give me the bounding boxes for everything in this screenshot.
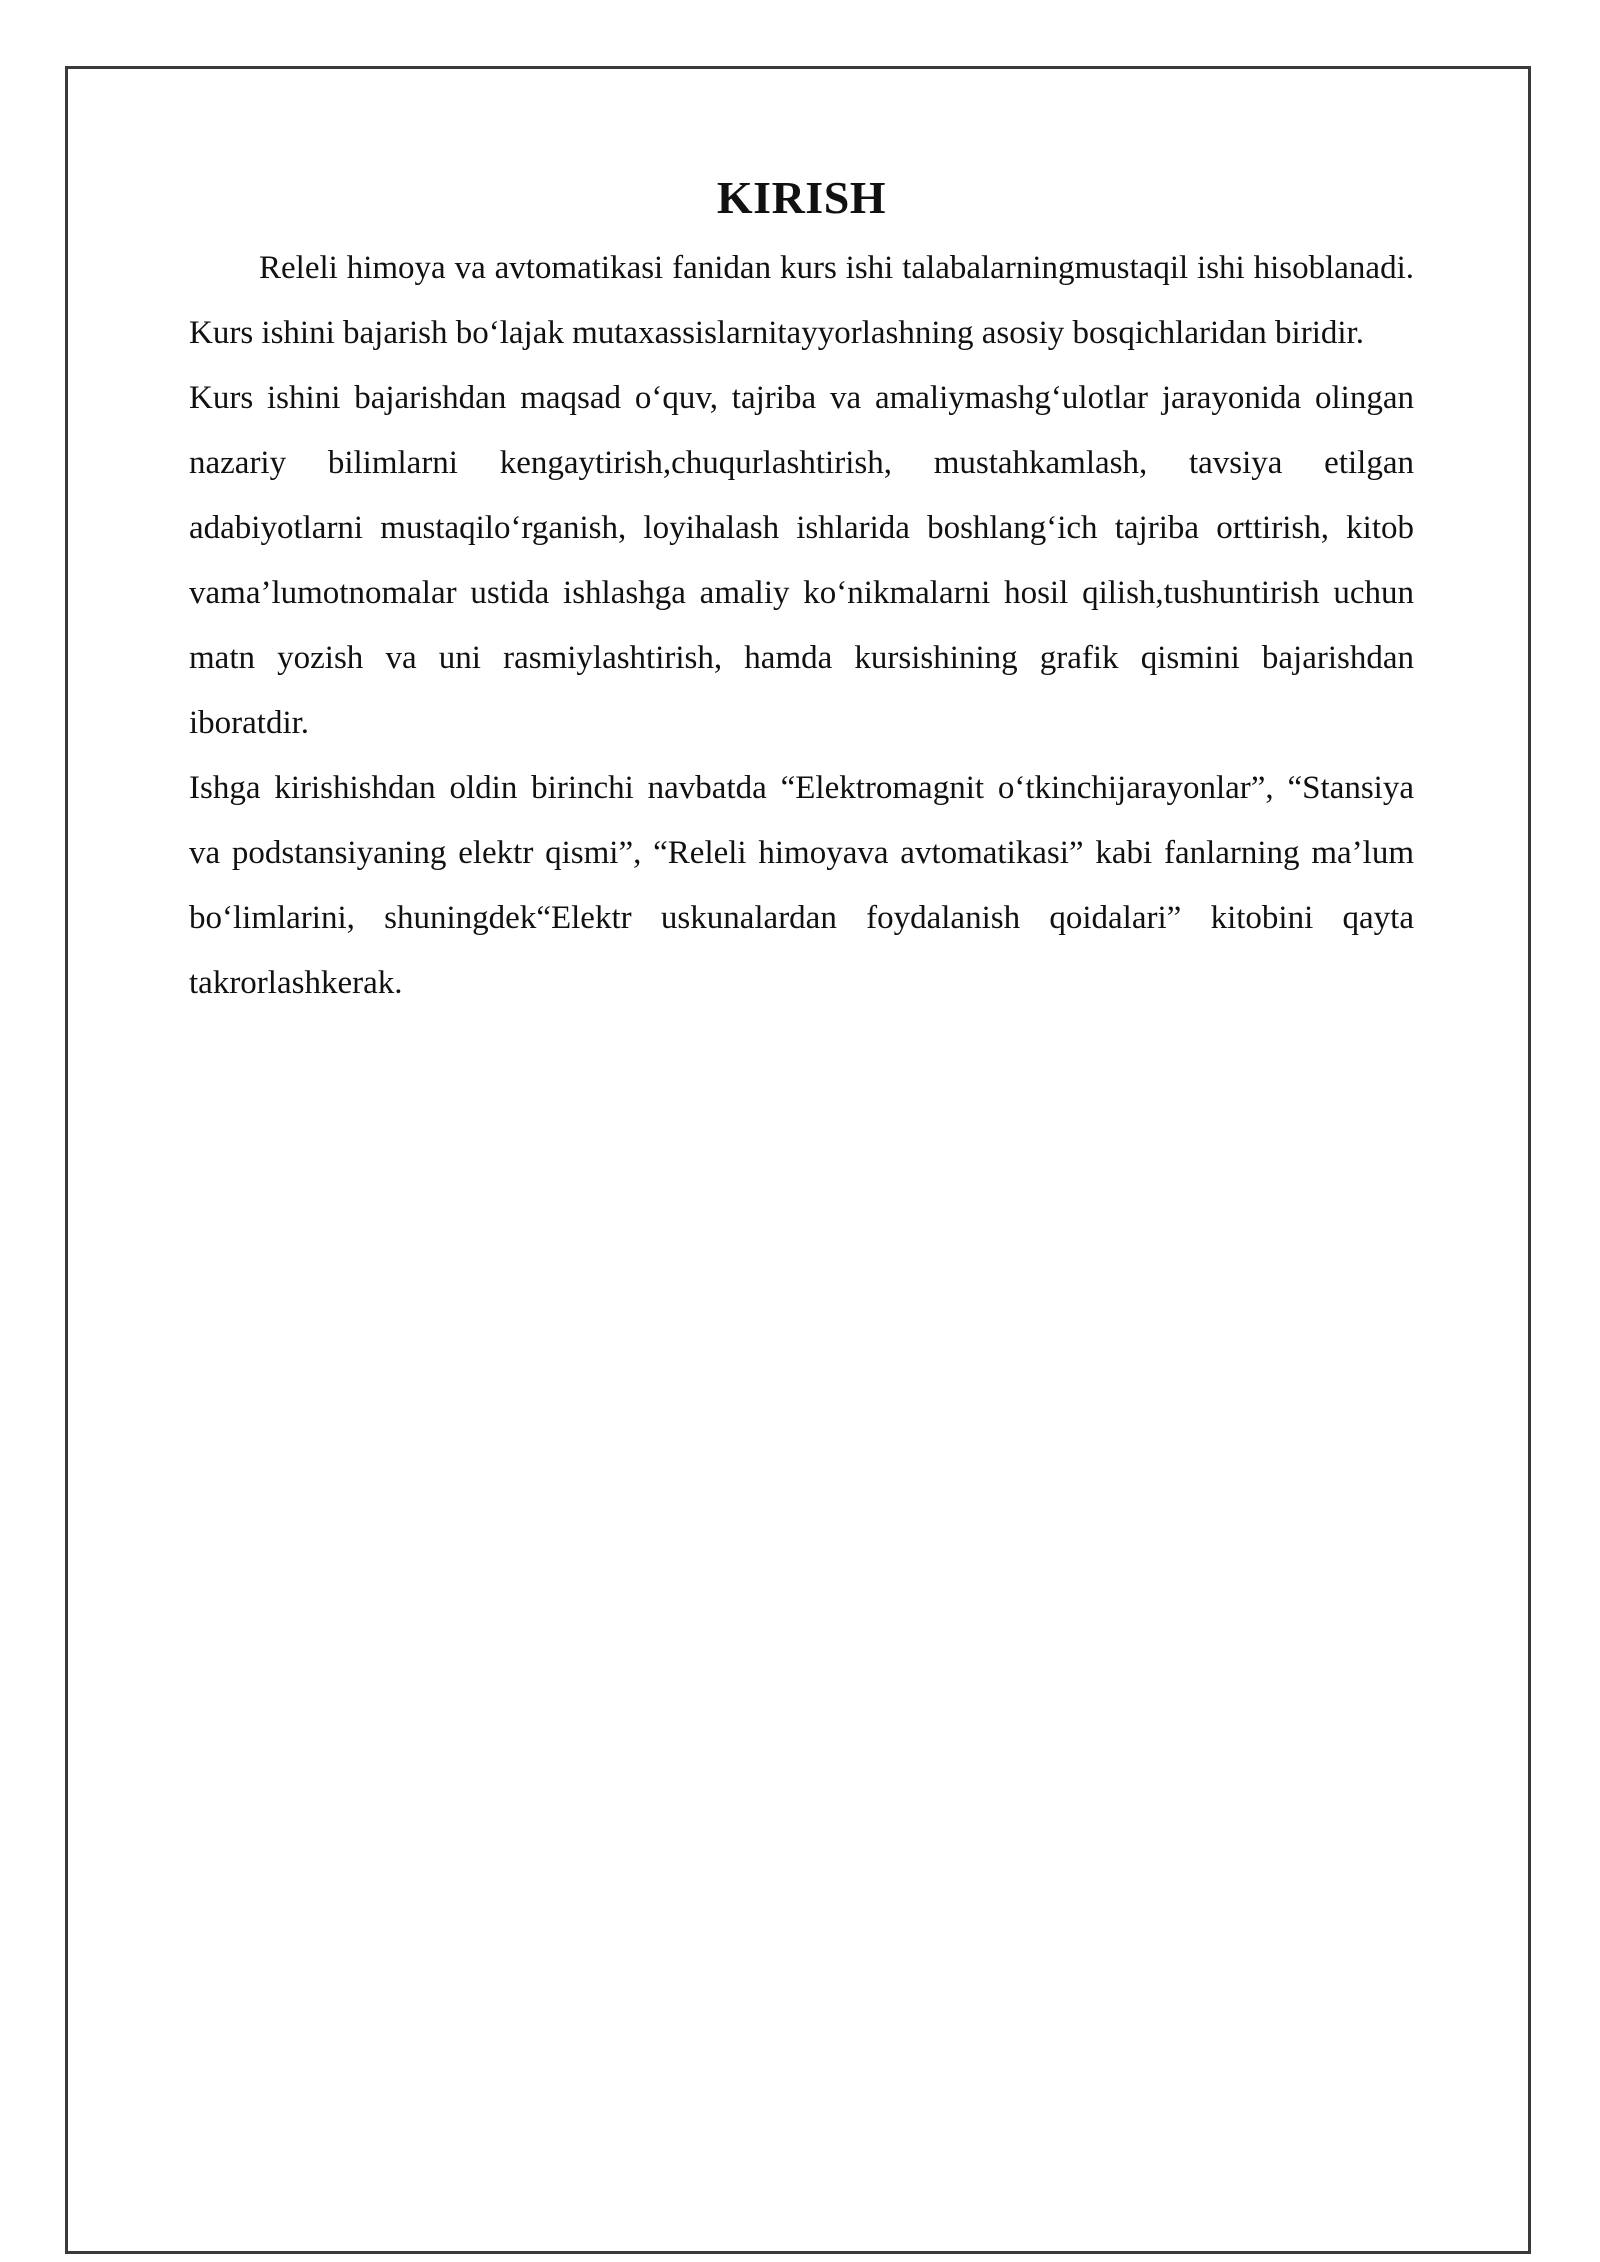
page-title: KIRISH [716, 172, 887, 223]
paragraph-purpose: Kurs ishini bajarishdan maqsad o‘quv, tajriba va amaliymashg‘ulotlar jarayonida olingan nazariy bilimlarni kengaytirish,chuqurlashtirish, mustahkamlash, tavsiya etilgan adabiyotlarni mustaqilo‘rganish, loyihalash ishlarida boshlang‘ich tajriba orttirish, kitob vama’lumotnomalar ustida ishlashga amaliy ko‘nikmalarni hosil qilish,tushuntirish uchun matn yozish va uni rasmiylashtirish, hamda kursishining grafik qismini bajarishdan iboratdir. [189, 380, 1414, 741]
paragraph-intro: Releli himoya va avtomatikasi fanidan kurs ishi talabalarningmustaqil ishi hisoblanadi. Kurs ishini bajarish bo‘lajak mutaxassislarnitayyorlashning asosiy bosqichlaridan biridir. [189, 250, 1414, 351]
paragraph-preparation: Ishga kirishishdan oldin birinchi navbatda “Elektromagnit o‘tkinchijarayonlar”, “Stansiya va podstansiyaning elektr qismi”, “Releli himoyava avtomatikasi” kabi fanlarning ma’lum bo‘limlarini, shuningdek“Elektr uskunalardan foydalanish qoidalari” kitobini qayta takrorlashkerak. [189, 770, 1414, 1001]
document-body [189, 168, 1414, 1016]
